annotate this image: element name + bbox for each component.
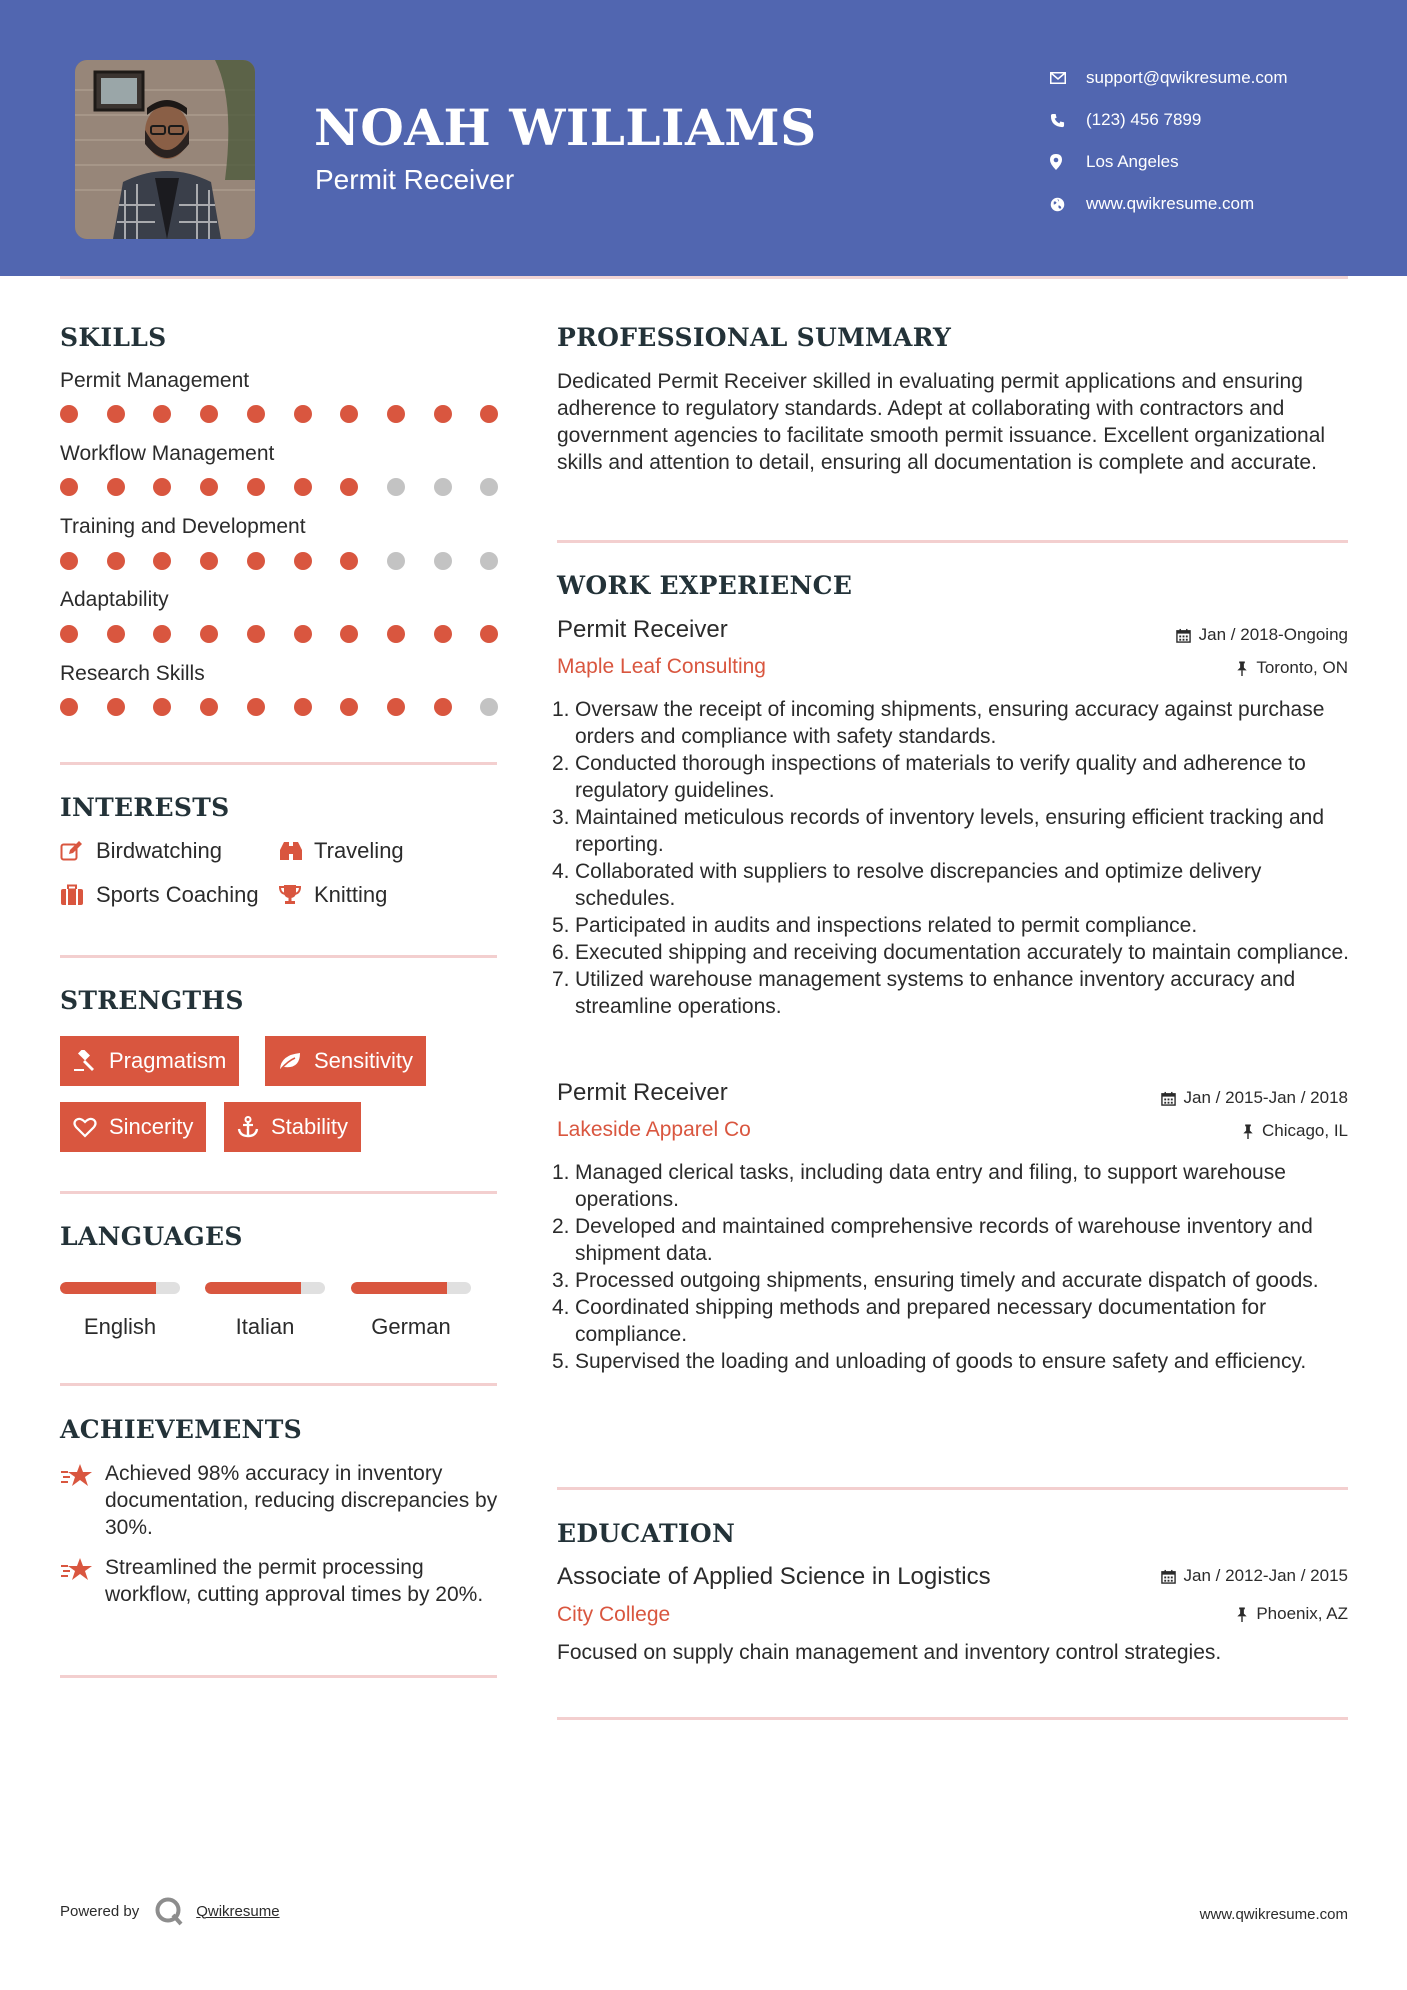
- heart-icon: [73, 1117, 97, 1138]
- job-responsibilities: [552, 696, 1357, 1020]
- interest-item: [278, 838, 404, 864]
- contact-website-text: www.qwikresume.com: [1086, 194, 1255, 213]
- section-divider: [60, 955, 497, 958]
- skill-dot-filled: [60, 625, 78, 643]
- star-icon: [60, 1460, 105, 1541]
- company-name: Lakeside Apparel Co: [557, 1118, 751, 1141]
- job-location: [1236, 658, 1348, 678]
- strength-label: Pragmatism: [109, 1048, 227, 1073]
- skill-dot-empty: [434, 478, 452, 496]
- responsibility-text: Participated in audits and inspections related to permit compliance.: [575, 914, 1198, 937]
- strength-label: Stability: [271, 1114, 349, 1139]
- skill-dot-filled: [200, 405, 218, 423]
- responsibility-text: Supervised the loading and unloading of goods to ensure safety and efficiency.: [575, 1350, 1307, 1373]
- responsibility-number: 3.: [552, 806, 570, 829]
- job-dates: [1161, 1088, 1348, 1108]
- skill-dot-filled: [247, 625, 265, 643]
- skill-dot-filled: [294, 478, 312, 496]
- qwikresume-logo-icon: [154, 1896, 184, 1926]
- star-icon: [60, 1554, 105, 1608]
- interest-label: Knitting: [314, 882, 388, 907]
- summary-text: Dedicated Permit Receiver skilled in evaluating permit applications and ensuring adherence to regulatory standards. Adept at collaborating with contractors and government agencies to facilitate smooth permit issuance. Excellent organizational skills and attention to detail, ensuring all documentation is complete and accurate.: [557, 370, 1326, 474]
- language-level-fill: [205, 1282, 301, 1294]
- interest-label: Birdwatching: [96, 838, 222, 863]
- skill-name: Permit Management: [60, 369, 250, 392]
- briefcase-icon: [60, 884, 96, 906]
- achievement-item: [60, 1554, 500, 1608]
- interests-heading: INTERESTS: [60, 793, 230, 822]
- responsibility-text: Oversaw the receipt of incoming shipments, ensuring accuracy against purchase orders and compliance with safety standards.: [575, 698, 1325, 748]
- job-title: Permit Receiver: [557, 616, 728, 643]
- responsibility-text: Managed clerical tasks, including data entry and filing, to support warehouse operations.: [575, 1161, 1286, 1211]
- skill-dot-filled: [60, 698, 78, 716]
- achievement-text: Achieved 98% accuracy in inventory documentation, reducing discrepancies by 30%.: [105, 1462, 498, 1539]
- responsibility-number: 1.: [552, 698, 570, 721]
- header-divider: [60, 276, 1348, 279]
- skill-dot-filled: [153, 552, 171, 570]
- responsibility-text: Utilized warehouse management systems to enhance inventory accuracy and streamline operations.: [575, 968, 1296, 1018]
- trophy-icon: [278, 884, 314, 906]
- binoculars-icon: [278, 840, 314, 862]
- responsibility-number: 1.: [552, 1161, 570, 1184]
- language-level-bar: [351, 1282, 471, 1294]
- job-title: Permit Receiver: [557, 1079, 728, 1106]
- language-item: [351, 1282, 471, 1340]
- responsibility-number: 6.: [552, 941, 570, 964]
- skill-dot-filled: [200, 698, 218, 716]
- skill-dot-filled: [340, 552, 358, 570]
- responsibility-text: Coordinated shipping methods and prepared necessary documentation for compliance.: [575, 1296, 1267, 1346]
- responsibility-text: Processed outgoing shipments, ensuring timely and accurate dispatch of goods.: [575, 1269, 1319, 1292]
- achievement-item: [60, 1460, 500, 1541]
- skill-dot-filled: [60, 478, 78, 496]
- responsibility-number: 5.: [552, 1350, 570, 1373]
- language-name: Italian: [235, 1314, 295, 1339]
- pushpin-icon: [1242, 1124, 1254, 1139]
- interest-item: [60, 882, 259, 908]
- phone-icon: [1050, 113, 1086, 128]
- skill-dot-filled: [200, 478, 218, 496]
- skill-dot-filled: [247, 698, 265, 716]
- skill-dot-filled: [60, 552, 78, 570]
- language-level-fill: [351, 1282, 447, 1294]
- responsibility-number: 7.: [552, 968, 570, 991]
- globe-icon: [1050, 197, 1086, 212]
- responsibility-number: 2.: [552, 1215, 570, 1238]
- pushpin-icon: [1236, 1607, 1248, 1622]
- skill-dot-filled: [107, 552, 125, 570]
- profile-photo: [75, 60, 255, 239]
- education-location: [1236, 1604, 1348, 1624]
- section-divider: [60, 1383, 497, 1386]
- candidate-title: Permit Receiver: [315, 164, 515, 195]
- skill-rating: [60, 478, 500, 498]
- responsibility-item: [552, 1159, 1357, 1213]
- degree-name: Associate of Applied Science in Logistics: [557, 1563, 991, 1590]
- summary-heading: PROFESSIONAL SUMMARY: [557, 323, 952, 352]
- skill-dot-empty: [387, 552, 405, 570]
- job-dates-text: Jan / 2015-Jan / 2018: [1183, 1088, 1348, 1107]
- responsibility-text: Maintained meticulous records of inventory levels, ensuring efficient tracking and reporting.: [575, 806, 1325, 856]
- education-dates-text: Jan / 2012-Jan / 2015: [1183, 1566, 1348, 1585]
- contact-phone[interactable]: [1050, 99, 1288, 141]
- job-dates: [1176, 625, 1348, 645]
- skill-name: Adaptability: [60, 588, 169, 611]
- skill-dot-filled: [153, 478, 171, 496]
- skill-rating: [60, 698, 500, 718]
- language-item: [205, 1282, 325, 1340]
- job-responsibilities: [552, 1159, 1357, 1375]
- responsibility-item: [552, 1294, 1357, 1348]
- language-name: German: [371, 1314, 451, 1339]
- strength-label: Sensitivity: [314, 1048, 414, 1073]
- responsibility-text: Developed and maintained comprehensive records of warehouse inventory and shipment data.: [575, 1215, 1313, 1265]
- leaf-icon: [278, 1051, 302, 1071]
- interest-item: [60, 838, 222, 864]
- pushpin-icon: [1236, 661, 1248, 676]
- responsibility-item: [552, 939, 1357, 966]
- strength-tag: [224, 1102, 361, 1152]
- contact-email[interactable]: [1050, 57, 1288, 99]
- skill-dot-filled: [247, 405, 265, 423]
- map-marker-icon: [1050, 154, 1086, 170]
- job-dates-text: Jan / 2018-Ongoing: [1198, 625, 1348, 644]
- skill-dot-filled: [107, 405, 125, 423]
- strength-tag: [60, 1036, 239, 1086]
- education-description: Focused on supply chain management and inventory control strategies.: [557, 1641, 1222, 1664]
- skill-dot-empty: [480, 478, 498, 496]
- responsibility-item: [552, 804, 1357, 858]
- contact-phone-text: (123) 456 7899: [1086, 110, 1202, 129]
- resume-header: [0, 0, 1407, 276]
- job-location: [1242, 1121, 1348, 1141]
- skill-dot-empty: [387, 478, 405, 496]
- skill-dot-filled: [387, 405, 405, 423]
- section-divider: [557, 1717, 1348, 1720]
- skill-name: Training and Development: [60, 515, 306, 538]
- skill-dot-filled: [200, 625, 218, 643]
- responsibility-item: [552, 966, 1357, 1020]
- language-level-bar: [205, 1282, 325, 1294]
- skill-dot-filled: [294, 698, 312, 716]
- responsibility-item: [552, 1348, 1357, 1375]
- responsibility-item: [552, 696, 1357, 750]
- skill-dot-empty: [434, 552, 452, 570]
- footer-powered-by: [60, 1896, 280, 1926]
- responsibility-number: 5.: [552, 914, 570, 937]
- language-name: English: [83, 1314, 157, 1339]
- contact-email-text: support@qwikresume.com: [1086, 68, 1288, 87]
- skill-name: Research Skills: [60, 662, 205, 685]
- qwikresume-link[interactable]: Qwikresume: [196, 1902, 280, 1920]
- company-name: Maple Leaf Consulting: [557, 655, 766, 678]
- skill-rating: [60, 625, 500, 645]
- contact-website[interactable]: [1050, 183, 1288, 225]
- calendar-icon: [1176, 628, 1191, 643]
- experience-heading: WORK EXPERIENCE: [557, 571, 853, 600]
- contact-list: [1050, 57, 1288, 225]
- interest-label: Sports Coaching: [96, 882, 259, 907]
- school-name: City College: [557, 1603, 671, 1626]
- education-heading: EDUCATION: [557, 1519, 736, 1548]
- skill-dot-filled: [60, 405, 78, 423]
- section-divider: [60, 762, 497, 765]
- section-divider: [557, 1487, 1348, 1490]
- skill-dot-filled: [434, 625, 452, 643]
- language-item: [60, 1282, 180, 1340]
- strength-tag: [265, 1036, 426, 1086]
- skill-dot-filled: [294, 625, 312, 643]
- skills-heading: SKILLS: [60, 323, 167, 352]
- skill-dot-filled: [480, 625, 498, 643]
- responsibility-number: 4.: [552, 1296, 570, 1319]
- responsibility-item: [552, 912, 1357, 939]
- skill-dot-filled: [107, 698, 125, 716]
- skill-dot-filled: [480, 405, 498, 423]
- skill-dot-filled: [434, 405, 452, 423]
- skill-dot-filled: [153, 698, 171, 716]
- skill-rating: [60, 552, 500, 572]
- section-divider: [557, 540, 1348, 543]
- responsibility-text: Executed shipping and receiving documentation accurately to maintain compliance.: [575, 941, 1349, 964]
- skill-dot-filled: [247, 552, 265, 570]
- anchor-icon: [237, 1116, 259, 1138]
- skill-dot-filled: [107, 625, 125, 643]
- section-divider: [60, 1675, 497, 1678]
- strength-tag: [60, 1102, 206, 1152]
- skill-dot-filled: [387, 698, 405, 716]
- skill-dot-empty: [480, 698, 498, 716]
- skill-dot-filled: [247, 478, 265, 496]
- education-location-text: Phoenix, AZ: [1256, 1604, 1348, 1623]
- responsibility-item: [552, 1267, 1357, 1294]
- skill-dot-filled: [294, 405, 312, 423]
- skill-dot-filled: [340, 405, 358, 423]
- section-divider: [60, 1191, 497, 1194]
- achievements-heading: ACHIEVEMENTS: [60, 1415, 302, 1444]
- skill-dot-filled: [200, 552, 218, 570]
- skill-name: Workflow Management: [60, 442, 275, 465]
- skill-rating: [60, 405, 500, 425]
- achievement-text: Streamlined the permit processing workflow, cutting approval times by 20%.: [105, 1556, 484, 1606]
- envelope-icon: [1050, 72, 1086, 84]
- interest-label: Traveling: [314, 838, 404, 863]
- responsibility-item: [552, 750, 1357, 804]
- language-level-fill: [60, 1282, 156, 1294]
- pencil-square-icon: [60, 840, 96, 862]
- responsibility-number: 2.: [552, 752, 570, 775]
- candidate-name: NOAH WILLIAMS: [314, 98, 817, 157]
- job-location-text: Chicago, IL: [1262, 1121, 1348, 1140]
- gavel-icon: [73, 1050, 97, 1072]
- education-dates: [1161, 1566, 1348, 1586]
- strength-label: Sincerity: [109, 1114, 194, 1139]
- language-level-bar: [60, 1282, 180, 1294]
- contact-location: [1050, 141, 1288, 183]
- skill-dot-filled: [153, 405, 171, 423]
- skill-dot-filled: [434, 698, 452, 716]
- strengths-heading: STRENGTHS: [60, 986, 244, 1015]
- responsibility-text: Conducted thorough inspections of materials to verify quality and adherence to regulatory guidelines.: [575, 752, 1306, 802]
- skill-dot-filled: [340, 698, 358, 716]
- responsibility-number: 4.: [552, 860, 570, 883]
- responsibility-number: 3.: [552, 1269, 570, 1292]
- interest-item: [278, 882, 387, 908]
- skill-dot-empty: [480, 552, 498, 570]
- responsibility-item: [552, 1213, 1357, 1267]
- skill-dot-filled: [294, 552, 312, 570]
- skill-dot-filled: [107, 478, 125, 496]
- skill-dot-filled: [387, 625, 405, 643]
- responsibility-item: [552, 858, 1357, 912]
- calendar-icon: [1161, 1091, 1176, 1106]
- calendar-icon: [1161, 1569, 1176, 1584]
- job-location-text: Toronto, ON: [1256, 658, 1348, 677]
- responsibility-text: Collaborated with suppliers to resolve discrepancies and optimize delivery schedules.: [575, 860, 1262, 910]
- skill-dot-filled: [340, 478, 358, 496]
- contact-location-text: Los Angeles: [1086, 152, 1179, 171]
- skill-dot-filled: [153, 625, 171, 643]
- languages-heading: LANGUAGES: [60, 1222, 243, 1251]
- footer-website[interactable]: www.qwikresume.com: [1199, 1906, 1348, 1923]
- powered-by-label: Powered by: [60, 1902, 140, 1920]
- skill-dot-filled: [340, 625, 358, 643]
